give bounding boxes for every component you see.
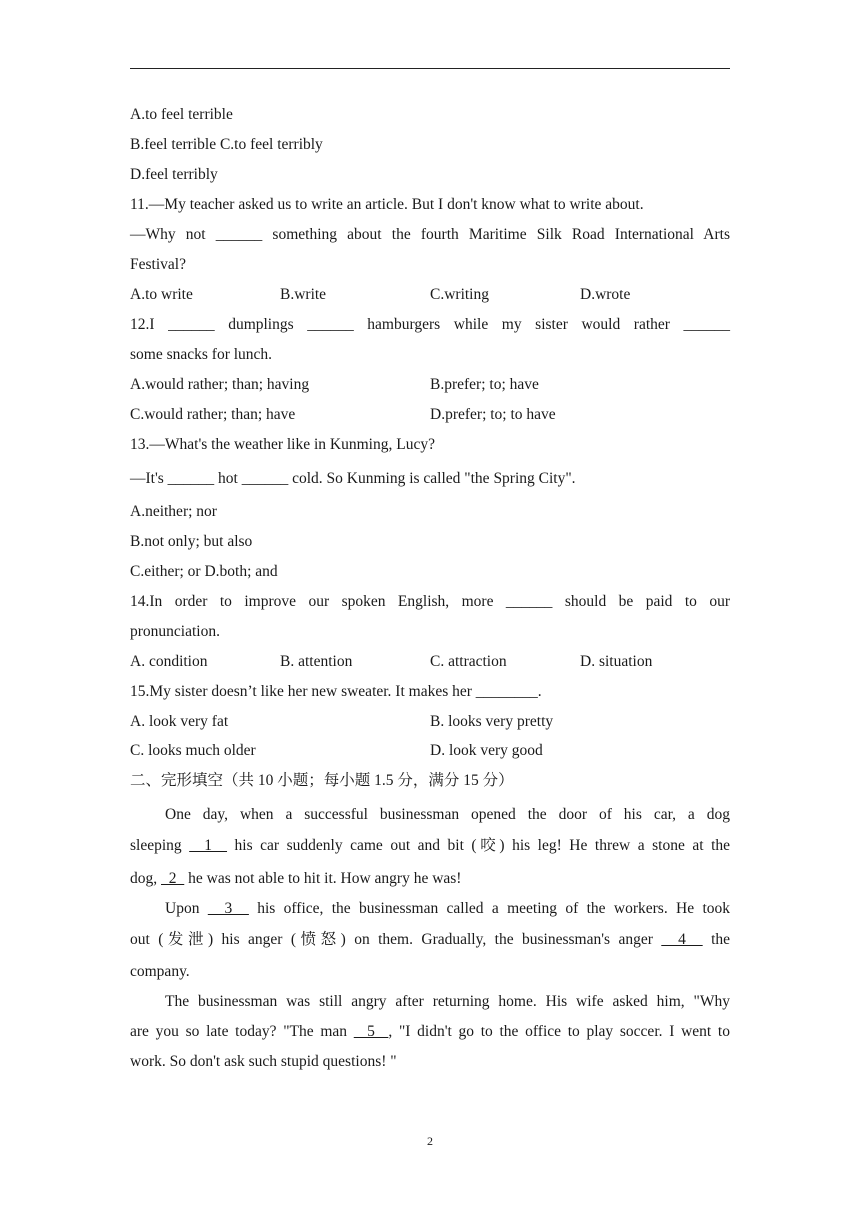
q12-stem-line1: 12.I ______ dumplings ______ hamburgers while my sister would rather ______	[130, 316, 730, 333]
q11-option-d: D.wrote	[580, 286, 631, 303]
q11-reply-line2: Festival?	[130, 256, 186, 273]
section2-heading: 二、完形填空（共 10 小题；每小题 1.5 分，满分 15 分）	[130, 772, 514, 789]
q15-option-c: C. looks much older	[130, 742, 256, 759]
q13-stem: 13.—What's the weather like in Kunming, Lucy?	[130, 436, 435, 453]
q11-stem: 11.—My teacher asked us to write an article. But I don't know what to write about.	[130, 196, 644, 213]
passage-p2-line2	[130, 930, 730, 950]
q13-option-cd: C.either; or D.both; and	[130, 563, 278, 580]
cloze-blank-2: 2	[161, 870, 185, 887]
q15-option-a: A. look very fat	[130, 713, 229, 730]
passage-text: dog,	[130, 870, 161, 887]
passage-text: he was not able to hit it. How angry he was!	[184, 870, 462, 887]
passage-p2-line3: company.	[130, 963, 190, 980]
q14-option-b: B. attention	[280, 653, 353, 670]
page-number: 2	[427, 1134, 433, 1148]
passage-p3-line1: The businessman was still angry after returning home. His wife asked him, "Why	[165, 993, 730, 1010]
q13-option-a: A.neither; nor	[130, 503, 217, 520]
cloze-blank-4: 4	[661, 931, 703, 948]
q12-option-a: A.would rather; than; having	[130, 376, 310, 393]
cloze-blank-1: 1	[189, 837, 228, 854]
header-rule	[130, 68, 730, 69]
q14-stem-line2: pronunciation.	[130, 623, 220, 640]
passage-p1-line2	[130, 836, 730, 856]
q15-stem: 15.My sister doesn’t like her new sweater. It makes her ________.	[130, 683, 542, 700]
passage-text: , "I didn't go to the office to play soccer. I went to	[388, 1023, 730, 1040]
q15-option-b: B. looks very pretty	[430, 713, 554, 730]
passage-p1-line3	[130, 869, 730, 889]
q13-option-b: B.not only; but also	[130, 533, 253, 550]
passage-text: his car suddenly came out and bit (咬) his leg! He threw a stone at the	[227, 837, 730, 854]
q11-option-a: A.to write	[130, 286, 193, 303]
passage-text: Upon	[165, 900, 208, 917]
passage-text: are you so late today? "The man	[130, 1023, 354, 1040]
q14-option-a: A. condition	[130, 653, 208, 670]
q10-option-a: A.to feel terrible	[130, 106, 233, 123]
q10-option-bc: B.feel terrible C.to feel terribly	[130, 136, 323, 153]
q13-reply: —It's ______ hot ______ cold. So Kunming is called "the Spring City".	[130, 470, 576, 487]
q15-option-d: D. look very good	[430, 742, 543, 759]
q14-option-d: D. situation	[580, 653, 653, 670]
passage-text: the	[702, 931, 731, 948]
q10-option-d: D.feel terribly	[130, 166, 218, 183]
q11-option-b: B.write	[280, 286, 327, 303]
q11-reply-line1: —Why not ______ something about the fourth Maritime Silk Road International Arts	[130, 226, 730, 243]
passage-text: sleeping	[130, 837, 190, 854]
passage-text: out (发泄) his anger (愤怒) on them. Gradually, the businessman's anger	[130, 931, 662, 948]
q11-option-c: C.writing	[430, 286, 489, 303]
passage-text: his office, the businessman called a meeting of the workers. He took	[248, 900, 730, 917]
passage-p3-line3: work. So don't ask such stupid questions! "	[130, 1053, 397, 1070]
q14-option-c: C. attraction	[430, 653, 507, 670]
passage-p3-line2	[130, 1022, 730, 1042]
q12-option-b: B.prefer; to; have	[430, 376, 539, 393]
q12-option-d: D.prefer; to; to have	[430, 406, 556, 423]
passage-p2-line1	[165, 899, 730, 919]
q14-stem-line1: 14.In order to improve our spoken English, more ______ should be paid to our	[130, 593, 730, 610]
cloze-blank-3: 3	[207, 900, 249, 917]
q12-option-c: C.would rather; than; have	[130, 406, 296, 423]
cloze-blank-5: 5	[353, 1023, 389, 1040]
passage-p1-line1: One day, when a successful businessman opened the door of his car, a dog	[165, 806, 730, 823]
q12-stem-line2: some snacks for lunch.	[130, 346, 273, 363]
